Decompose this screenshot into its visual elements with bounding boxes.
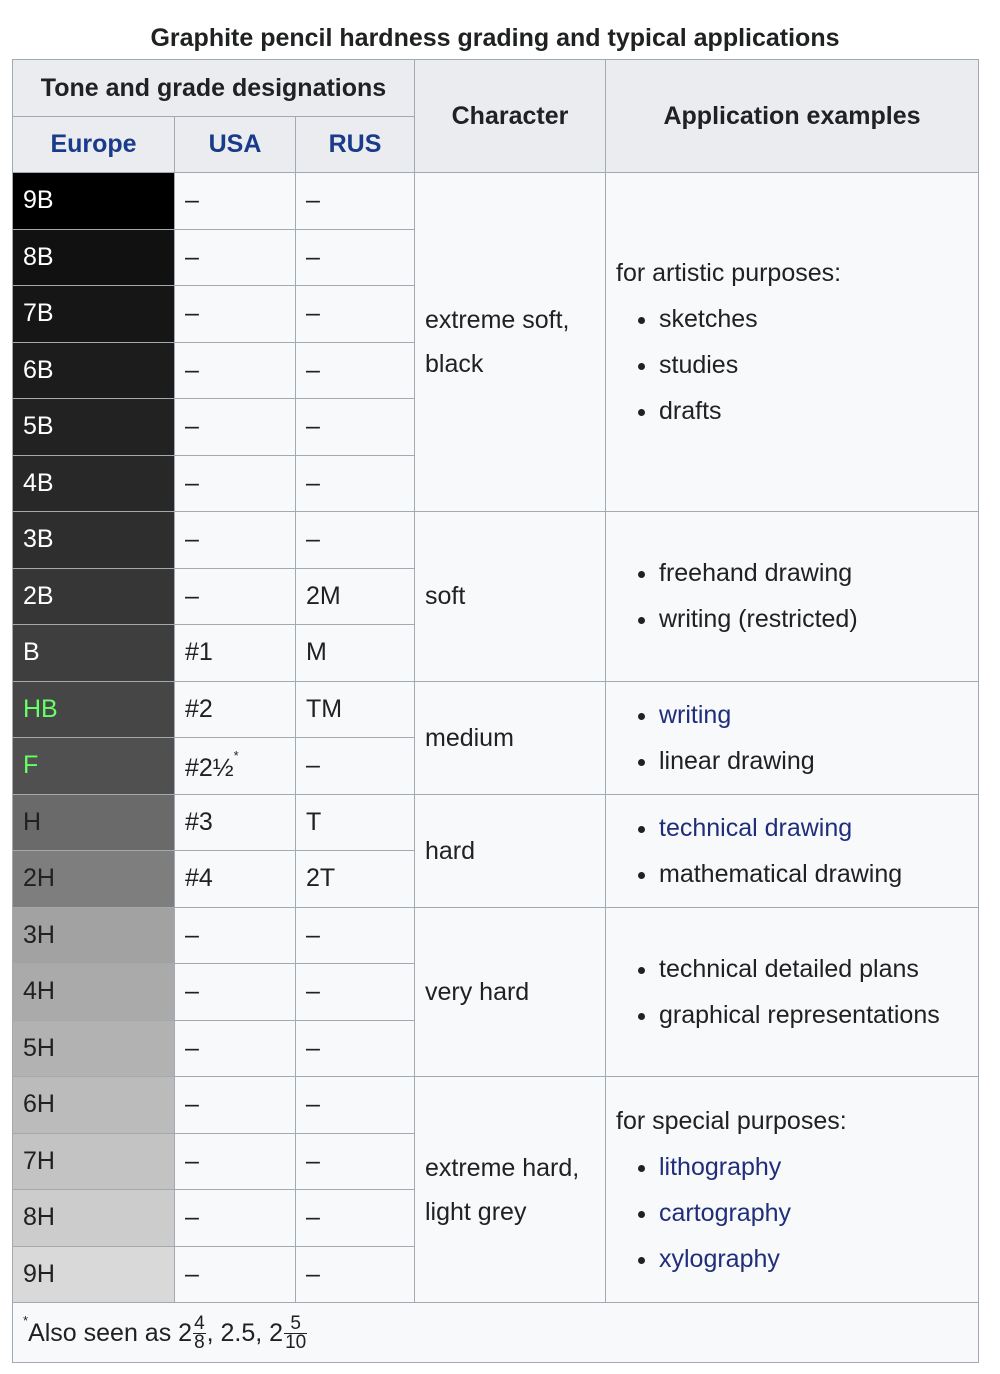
application-text: drafts xyxy=(659,397,722,425)
grade-usa-cell xyxy=(175,1077,296,1134)
list-item xyxy=(659,550,968,596)
grade-usa-value: – xyxy=(185,1203,199,1232)
grade-rus-cell: – xyxy=(296,229,415,286)
applications-cell xyxy=(606,907,979,1077)
grade-rus-cell: – xyxy=(296,1133,415,1190)
table-caption: Graphite pencil hardness grading and typical applications xyxy=(150,24,840,52)
fraction-numerator: 4 xyxy=(194,1313,205,1335)
grade-usa-cell xyxy=(175,964,296,1021)
character-cell xyxy=(415,681,606,794)
grade-rus-cell: – xyxy=(296,173,415,230)
grade-rus-cell: 2M xyxy=(296,568,415,625)
list-item xyxy=(659,851,968,897)
character-text: black xyxy=(425,350,484,378)
grade-usa-value: – xyxy=(185,1090,199,1119)
grade-europe-cell: 7H xyxy=(13,1133,175,1190)
list-item xyxy=(659,296,968,342)
grade-usa-cell xyxy=(175,1020,296,1077)
grade-europe-cell: 3H xyxy=(13,907,175,964)
grade-europe-cell: 4H xyxy=(13,964,175,1021)
grade-usa-cell xyxy=(175,286,296,343)
list-item xyxy=(659,1144,968,1190)
table-row xyxy=(13,173,979,230)
applications-cell xyxy=(606,512,979,682)
grade-usa-value: – xyxy=(185,525,199,554)
character-header: Character xyxy=(415,60,606,173)
table-row xyxy=(13,512,979,569)
character-text: hard xyxy=(425,836,476,865)
list-item xyxy=(659,992,968,1038)
grade-europe-cell: 2B xyxy=(13,568,175,625)
grade-usa-value: – xyxy=(185,581,199,610)
grade-rus-cell: 2T xyxy=(296,851,415,908)
applications-list xyxy=(616,946,968,1038)
character-cell xyxy=(415,794,606,907)
grade-usa-cell xyxy=(175,794,296,851)
character-text: very hard xyxy=(425,977,530,1006)
grade-europe-cell: 8H xyxy=(13,1190,175,1247)
application-link[interactable]: writing xyxy=(659,700,732,729)
applications-cell xyxy=(606,173,979,512)
footnote-ref[interactable]: * xyxy=(233,748,239,764)
grade-usa-cell xyxy=(175,625,296,682)
grade-europe-cell: 6H xyxy=(13,1077,175,1134)
list-item xyxy=(659,388,968,434)
character-cell xyxy=(415,907,606,1077)
applications-list xyxy=(616,550,968,642)
character-text: medium xyxy=(425,723,514,752)
grade-usa-value: – xyxy=(185,186,199,215)
fraction-5-10 xyxy=(284,1315,307,1352)
grade-europe-cell: 8B xyxy=(13,229,175,286)
grade-rus-cell: – xyxy=(296,455,415,512)
grade-usa-cell xyxy=(175,229,296,286)
application-text: mathematical drawing xyxy=(659,859,903,888)
grade-europe-cell: 4B xyxy=(13,455,175,512)
grade-usa-value: – xyxy=(185,1033,199,1062)
applications-list xyxy=(616,805,968,897)
application-text: sketches xyxy=(659,305,758,333)
application-text: graphical representations xyxy=(659,1000,940,1029)
grade-usa-value: – xyxy=(185,242,199,271)
usa-link[interactable]: USA xyxy=(208,130,262,158)
grade-europe-cell: 2H xyxy=(13,851,175,908)
fraction-numerator: 5 xyxy=(284,1315,307,1334)
grade-rus-cell: T xyxy=(296,794,415,851)
character-text: extreme hard, xyxy=(425,1153,580,1182)
grade-usa-cell xyxy=(175,1190,296,1247)
grade-europe-cell: 9H xyxy=(13,1246,175,1303)
applications-list xyxy=(616,692,968,784)
grade-usa-value: #2½ xyxy=(185,754,234,783)
grade-usa-cell xyxy=(175,568,296,625)
grade-europe-cell: F xyxy=(13,738,175,795)
grade-usa-value: – xyxy=(185,1146,199,1175)
grade-usa-value: #1 xyxy=(185,638,213,667)
rus-header[interactable] xyxy=(296,117,415,173)
grade-europe-cell: 6B xyxy=(13,342,175,399)
europe-link[interactable]: Europe xyxy=(50,130,137,158)
footnote-row xyxy=(13,1303,979,1363)
grade-usa-cell xyxy=(175,738,296,795)
grade-rus-cell: – xyxy=(296,907,415,964)
applications-intro: for special purposes: xyxy=(616,1106,847,1135)
grade-usa-cell xyxy=(175,907,296,964)
grade-usa-value: – xyxy=(185,920,199,949)
applications-list xyxy=(616,1144,968,1282)
applications-cell xyxy=(606,794,979,907)
grade-europe-cell: B xyxy=(13,625,175,682)
applications-list xyxy=(616,296,968,434)
fraction-denominator: 8 xyxy=(194,1332,205,1354)
grade-usa-cell xyxy=(175,851,296,908)
usa-header[interactable] xyxy=(175,117,296,173)
grade-europe-cell: 5B xyxy=(13,399,175,456)
header-row xyxy=(13,60,979,117)
application-link[interactable]: xylography xyxy=(659,1244,780,1273)
application-text: studies xyxy=(659,351,739,379)
character-text: light grey xyxy=(425,1197,527,1226)
grade-usa-cell xyxy=(175,399,296,456)
pencil-grading-table xyxy=(12,59,979,1363)
grade-usa-value: – xyxy=(185,299,199,328)
europe-header[interactable] xyxy=(13,117,175,173)
grade-usa-value: – xyxy=(185,412,199,441)
grade-usa-value: #3 xyxy=(185,807,213,836)
grade-rus-cell: – xyxy=(296,399,415,456)
fraction-4-8 xyxy=(193,1315,206,1352)
list-item xyxy=(659,596,968,642)
table-row xyxy=(13,794,979,851)
application-link[interactable]: technical drawing xyxy=(659,813,853,842)
grade-usa-value: – xyxy=(185,977,199,1006)
grade-rus-cell: – xyxy=(296,342,415,399)
list-item xyxy=(659,342,968,388)
application-link[interactable]: cartography xyxy=(659,1198,792,1227)
footnote-middle: , 2.5, 2 xyxy=(206,1318,284,1347)
grade-usa-cell xyxy=(175,512,296,569)
grade-rus-cell: M xyxy=(296,625,415,682)
applications-header: Application examples xyxy=(606,60,979,173)
grade-usa-cell xyxy=(175,173,296,230)
list-item xyxy=(659,1236,968,1282)
character-text: extreme soft, xyxy=(425,306,570,334)
grade-europe-cell: 5H xyxy=(13,1020,175,1077)
application-text: writing (restricted) xyxy=(659,605,858,634)
grade-europe-cell: 9B xyxy=(13,173,175,230)
application-text: freehand drawing xyxy=(659,559,853,588)
grade-usa-cell xyxy=(175,342,296,399)
grade-rus-cell: – xyxy=(296,512,415,569)
grade-europe-cell: 7B xyxy=(13,286,175,343)
list-item xyxy=(659,805,968,851)
list-item xyxy=(659,1190,968,1236)
grade-rus-cell: – xyxy=(296,1020,415,1077)
grade-rus-cell: – xyxy=(296,286,415,343)
grade-europe-cell: HB xyxy=(13,681,175,738)
grade-usa-cell xyxy=(175,1133,296,1190)
character-cell xyxy=(415,173,606,512)
footnote-cell xyxy=(13,1303,979,1363)
grade-europe-cell: H xyxy=(13,794,175,851)
footnote-marker: * xyxy=(23,1312,29,1328)
application-text: linear drawing xyxy=(659,746,815,775)
grade-rus-cell: – xyxy=(296,1190,415,1247)
grade-usa-cell xyxy=(175,1246,296,1303)
grade-rus-cell: TM xyxy=(296,681,415,738)
grade-rus-cell: – xyxy=(296,738,415,795)
application-link[interactable]: lithography xyxy=(659,1152,782,1181)
grade-europe-cell: 3B xyxy=(13,512,175,569)
rus-link[interactable]: RUS xyxy=(328,130,382,158)
character-cell xyxy=(415,512,606,682)
character-cell xyxy=(415,1077,606,1303)
footnote-prefix: Also seen as 2 xyxy=(28,1318,193,1347)
grade-rus-cell: – xyxy=(296,1246,415,1303)
table-body xyxy=(13,173,979,1303)
grade-usa-value: #2 xyxy=(185,694,213,723)
grade-rus-cell: – xyxy=(296,964,415,1021)
table-row xyxy=(13,681,979,738)
tone-grade-header: Tone and grade designations xyxy=(13,60,415,117)
applications-cell xyxy=(606,1077,979,1303)
grade-usa-value: #4 xyxy=(185,864,213,893)
fraction-denominator: 10 xyxy=(285,1332,307,1354)
grade-usa-value: – xyxy=(185,468,199,497)
grade-usa-value: – xyxy=(185,1259,199,1288)
application-text: technical detailed plans xyxy=(659,954,919,983)
table-row xyxy=(13,907,979,964)
grade-usa-value: – xyxy=(185,355,199,384)
list-item xyxy=(659,946,968,992)
table-row xyxy=(13,1077,979,1134)
applications-cell xyxy=(606,681,979,794)
grade-usa-cell xyxy=(175,681,296,738)
list-item xyxy=(659,738,968,784)
character-text: soft xyxy=(425,582,466,611)
grade-rus-cell: – xyxy=(296,1077,415,1134)
grade-usa-cell xyxy=(175,455,296,512)
list-item xyxy=(659,692,968,738)
applications-intro: for artistic purposes: xyxy=(616,259,842,287)
